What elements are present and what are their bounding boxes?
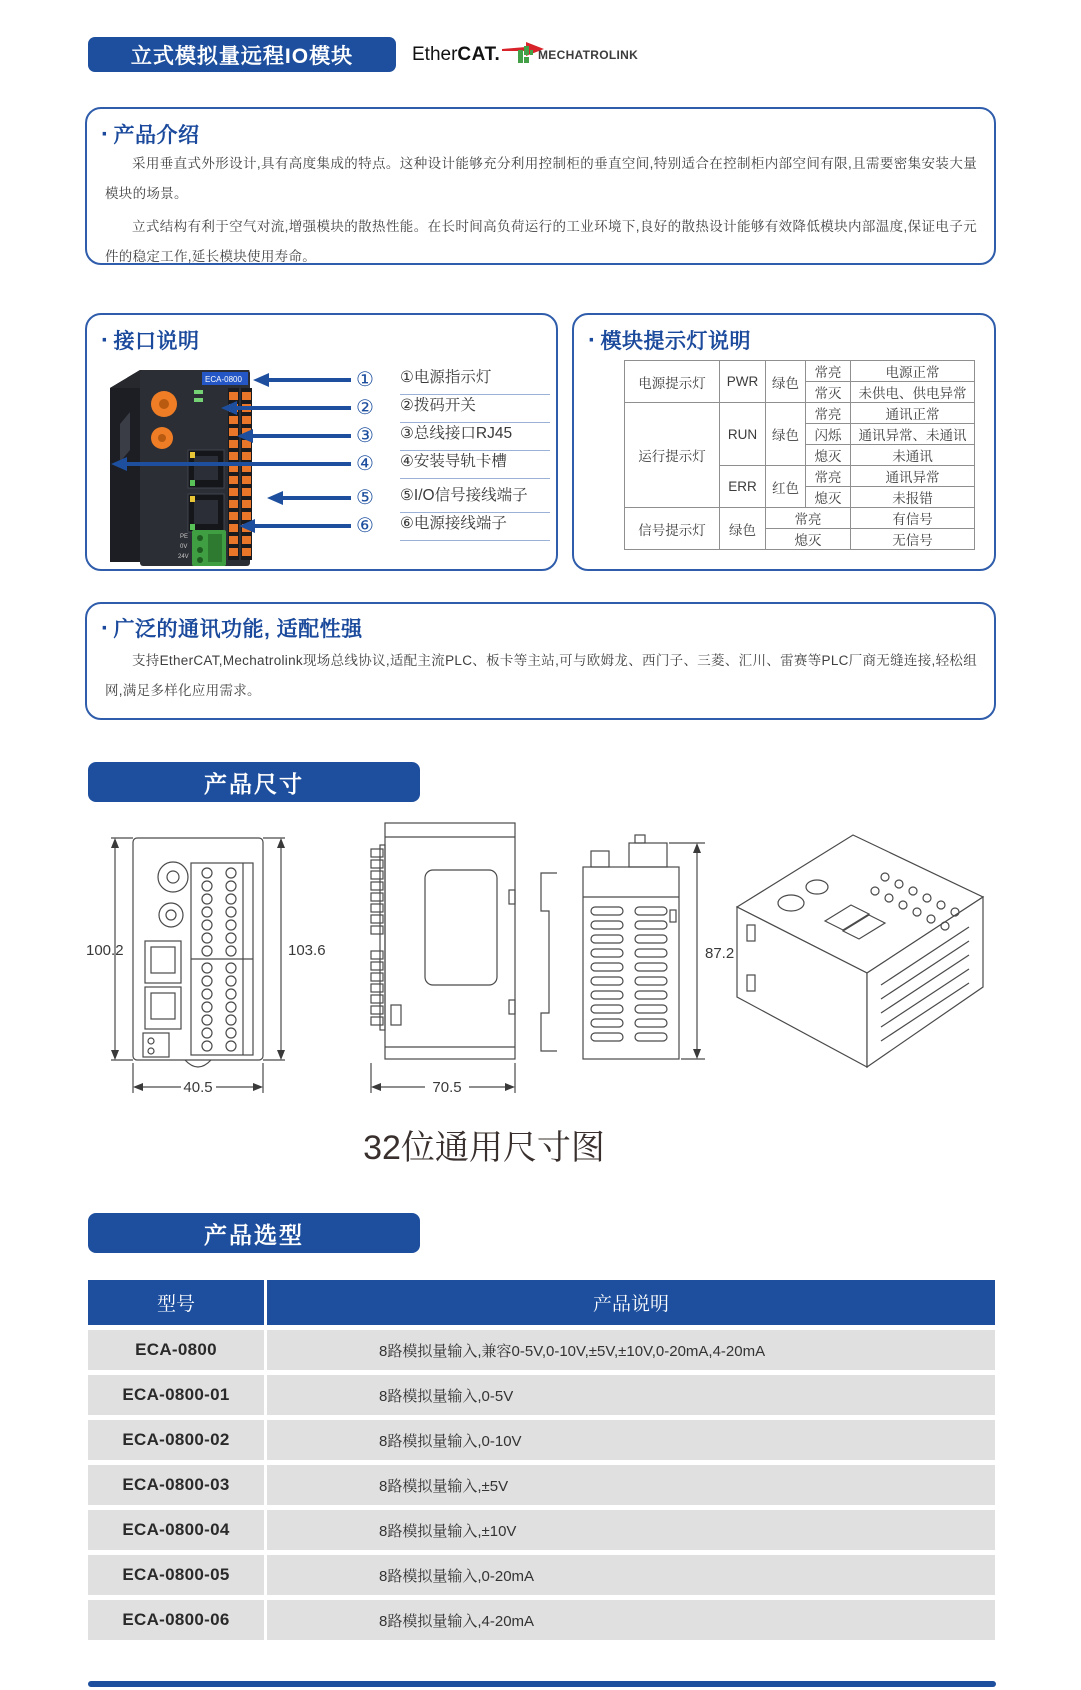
description-cell: 8路模拟量输入,0-20mA [267,1555,995,1595]
led-cell: PWR [720,361,766,403]
description-cell: 8路模拟量输入,±10V [267,1510,995,1550]
interface-item-5: ⑤I/O信号接线端子 [400,483,550,513]
led-cell: 绿色 [766,361,806,403]
led-cell: 熄灭 [766,529,851,550]
description-cell: 8路模拟量输入,0-5V [267,1375,995,1415]
comms-title-text: 广泛的通讯功能, 适配性强 [113,618,363,641]
led-row [625,508,975,529]
device-model-label: ECA-0800 [205,375,242,384]
intro-title [101,119,200,149]
interface-item-1: ①电源指示灯 [400,365,550,395]
led-cell: 信号提示灯 [625,508,720,550]
mechatrolink-logo [518,46,638,63]
device-pin-0v: 0V [180,544,188,550]
callout-num-3: ③ [356,425,374,447]
device-photo [102,354,332,569]
description-column-header: 产品说明 [267,1280,995,1325]
led-cell: 常亮 [806,361,851,382]
interface-item-4: ④安装导轨卡槽 [400,449,550,479]
led-cell: 有信号 [851,508,975,529]
led-cell: 红色 [766,466,806,508]
mechatrolink-icon [518,46,533,63]
led-cell: 电源正常 [851,361,975,382]
callout-num-1: ① [356,369,374,391]
led-cell: 电源提示灯 [625,361,720,403]
ethercat-text: Ether [412,44,458,65]
model-cell: ECA-0800 [88,1330,264,1370]
led-cell: 无信号 [851,529,975,550]
dim-front-height-left: 100.2 [86,942,124,959]
description-cell: 8路模拟量输入,0-10V [267,1420,995,1460]
model-row [88,1600,995,1640]
model-table-header [88,1280,995,1325]
model-cell: ECA-0800-05 [88,1555,264,1595]
model-cell: ECA-0800-04 [88,1510,264,1550]
bullet-icon: · [101,121,110,148]
dim-rear-height: 87.2 [705,945,735,962]
callout-num-5: ⑤ [356,487,374,509]
page-title: 立式模拟量远程IO模块 [88,37,396,72]
interface-item-6: ⑥电源接线端子 [400,511,550,541]
comms-paragraph: 支持EtherCAT,Mechatrolink现场总线协议,适配主流PLC、板卡等主站,可与欧姆龙、西门子、三菱、汇川、雷赛等PLC厂商无缝连接,轻松组网,满足多样化应用需求。 [105,653,977,698]
model-row [88,1510,995,1550]
dim-front-width: 40.5 [183,1079,213,1096]
intro-title-text: 产品介绍 [113,124,200,147]
intro-box [85,107,996,265]
led-cell: 运行提示灯 [625,403,720,508]
intro-paragraph-2: 立式结构有利于空气对流,增强模块的散热性能。在长时间高负荷运行的工业环境下,良好的散热设计能够有效降低模块内部温度,保证电子元件的稳定工作,延长模块使用寿命。 [105,219,977,264]
led-table [624,360,975,550]
interface-item-3: ③总线接口RJ45 [400,421,550,451]
model-column-header: 型号 [88,1280,264,1325]
model-row [88,1375,995,1415]
front-view-drawing [86,838,326,1096]
led-title [588,325,751,355]
dimension-drawings [85,815,996,1115]
led-cell: 常亮 [806,466,851,487]
description-cell: 8路模拟量输入,±5V [267,1465,995,1505]
dimensions-caption: 32位通用尺寸图 [363,1129,605,1167]
description-cell: 8路模拟量输入,4-20mA [267,1600,995,1640]
model-cell: ECA-0800-06 [88,1600,264,1640]
interface-title-text: 接口说明 [113,330,200,353]
callout-num-4: ④ [356,453,374,475]
led-title-text: 模块提示灯说明 [600,330,751,353]
model-row [88,1330,995,1370]
led-cell: 未报错 [851,487,975,508]
led-cell: 闪烁 [806,424,851,445]
device-pin-pe: PE [180,534,189,540]
interface-box [85,313,558,571]
led-cell: 常亮 [766,508,851,529]
bullet-icon: · [101,615,110,642]
bullet-icon: · [101,327,110,354]
led-cell: 绿色 [720,508,766,550]
model-cell: ECA-0800-03 [88,1465,264,1505]
model-table [88,1280,995,1640]
led-cell: 未供电、供电异常 [851,382,975,403]
led-cell: ERR [720,466,766,508]
model-row [88,1420,995,1460]
dimensions-banner: 产品尺寸 [88,762,420,802]
dim-front-height-right: 103.6 [288,942,326,959]
led-cell: 常灭 [806,382,851,403]
callout-num-2: ② [356,397,374,419]
callout-num-6: ⑥ [356,515,374,537]
mechatrolink-text: MECHATROLINK [538,47,639,62]
interface-title [101,325,200,355]
led-cell: 熄灭 [806,487,851,508]
ethercat-logo: Ether CAT. [412,44,546,66]
model-row [88,1465,995,1505]
model-cell: ECA-0800-01 [88,1375,264,1415]
led-cell: 常亮 [806,403,851,424]
isometric-view-drawing [737,835,983,1067]
bullet-icon: · [588,327,597,354]
interface-item-2: ②拨码开关 [400,393,550,423]
selection-banner: 产品选型 [88,1213,420,1253]
led-row [625,361,975,382]
intro-paragraph-1: 采用垂直式外形设计,具有高度集成的特点。这种设计能够充分利用控制柜的垂直空间,特别适合在控制柜内部空间有限,且需要密集安装大量模块的场景。 [105,156,977,201]
comms-box [85,602,996,720]
led-cell: 通讯正常 [851,403,975,424]
led-cell: RUN [720,403,766,466]
led-cell: 绿色 [766,403,806,466]
device-pin-24v: 24V [178,554,189,560]
led-cell: 通讯异常、未通讯 [851,424,975,445]
led-cell: 通讯异常 [851,466,975,487]
description-cell: 8路模拟量输入,兼容0-5V,0-10V,±5V,±10V,0-20mA,4-20mA [267,1330,995,1370]
led-cell: 未通讯 [851,445,975,466]
led-box [572,313,996,571]
model-cell: ECA-0800-02 [88,1420,264,1460]
side-view-drawing [371,823,515,1096]
rear-view-drawing [541,835,734,1059]
dim-side-width: 70.5 [432,1079,462,1096]
comms-title [101,613,363,643]
led-row [625,403,975,424]
led-cell: 熄灭 [806,445,851,466]
footer-bar [88,1681,996,1687]
model-row [88,1555,995,1595]
